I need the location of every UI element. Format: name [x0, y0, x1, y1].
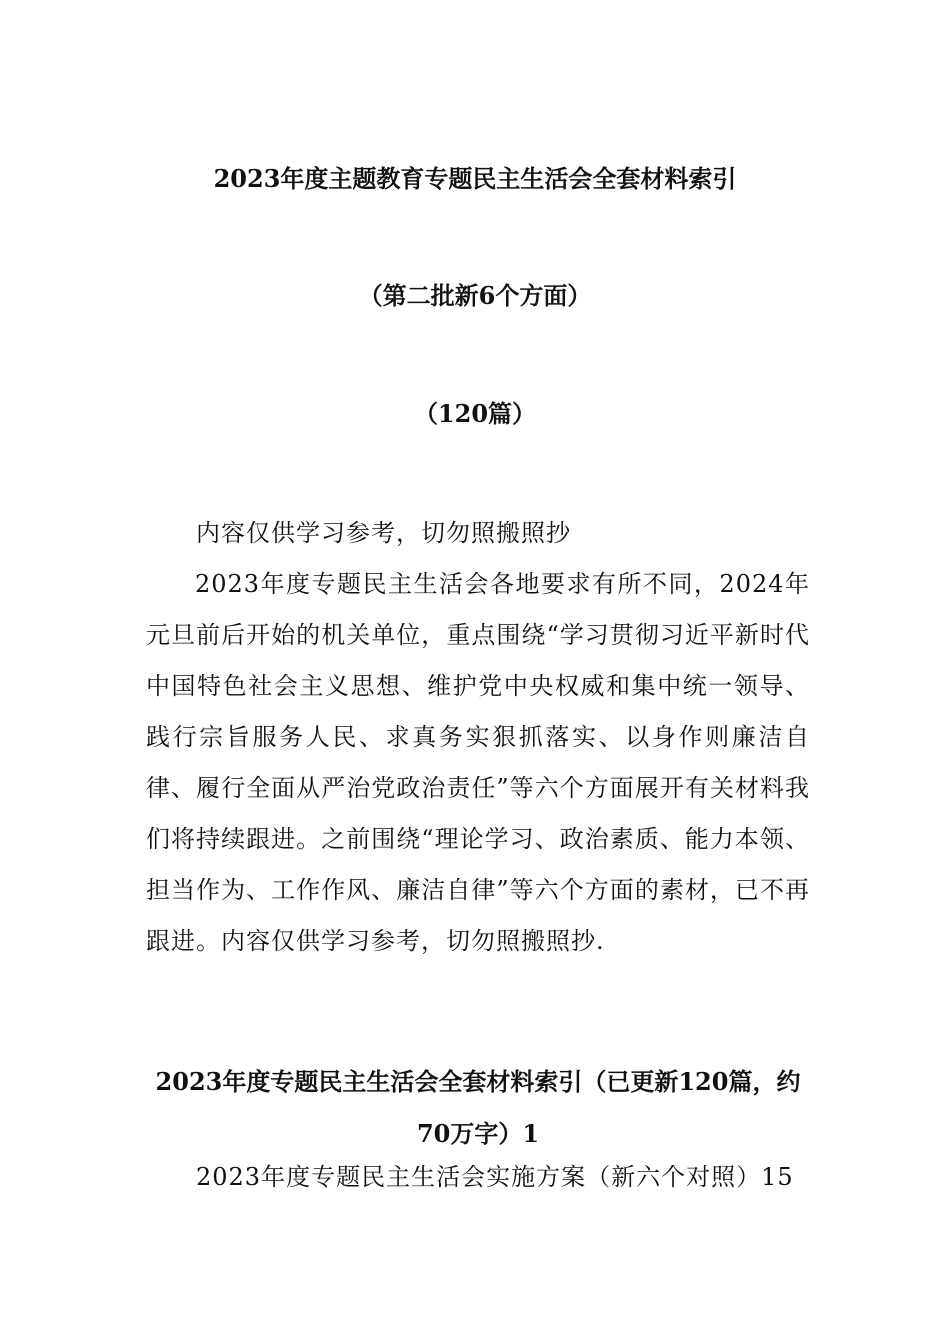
notice-paragraph: 内容仅供学习参考，切勿照搬照抄	[196, 519, 571, 547]
toc-entry[interactable]: 2023年度专题民主生活会实施方案（新六个对照）15	[196, 1163, 794, 1191]
document-count: （120篇）	[413, 399, 537, 428]
document-title: 2023年度主题教育专题民主生活会全套材料索引	[213, 164, 737, 193]
intro-paragraph: 2023年度专题民主生活会各地要求有所不同，2024年元旦前后开始的机关单位，重点围绕“学习贯彻习近平新时代中国特色社会主义思想、维护党中央权威和集中统一领导、践行宗旨服务人民、求真务实狠抓落实、以身作则廉洁自律、履行全面从严治党政治责任”等六个方面展开有关材料我们将持续跟进。之前围绕“理论学习、政治素质、能力本领、担当作为、工作作风、廉洁自律”等六个方面的素材，已不再跟进。内容仅供学习参考，切勿照搬照抄.	[146, 570, 810, 955]
document-subtitle: （第二批新6个方面）	[358, 281, 592, 310]
toc-entry-heading[interactable]: 2023年度专题民主生活会全套材料索引（已更新120篇，约70万字）1	[155, 1067, 801, 1148]
